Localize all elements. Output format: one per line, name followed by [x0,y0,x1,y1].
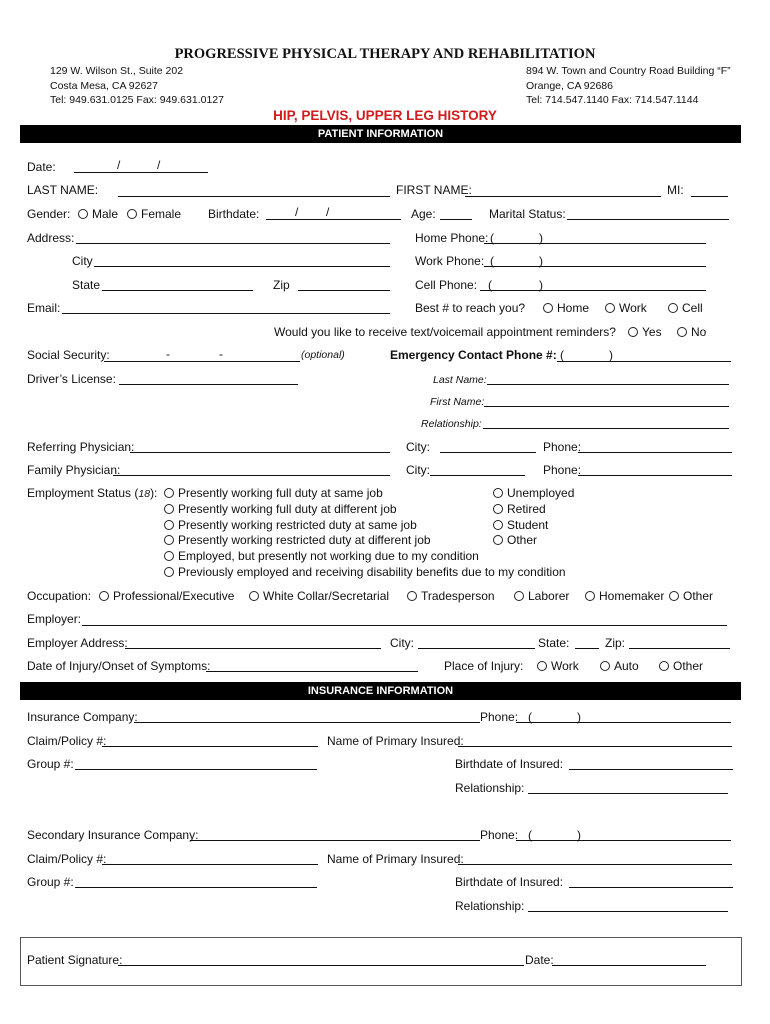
occupation-option[interactable]: White Collar/Secretarial [249,589,389,603]
emergency-phone-field[interactable] [557,361,731,362]
best-cell-option[interactable]: Cell [668,301,703,315]
city-label: City [72,254,93,268]
mi-field[interactable] [691,196,728,197]
radio-icon[interactable] [514,591,524,601]
cell-phone-label: Cell Phone: [415,278,478,292]
mi-label: MI: [667,183,684,197]
occupation-label: Occupation: [27,589,92,603]
secondary-primary-insured-label: Name of Primary Insured: [327,852,464,866]
secondary-group-label: Group #: [27,875,74,889]
family-phone-field[interactable] [578,475,732,476]
radio-icon[interactable] [493,504,503,514]
insurance-phone-field[interactable] [516,722,731,723]
age-label: Age: [411,207,436,221]
family-city-field[interactable] [430,475,525,476]
drivers-license-field[interactable] [119,384,298,385]
birthdate-label: Birthdate: [208,207,260,221]
family-city-label: City: [406,463,430,477]
secondary-phone-label: Phone: [480,828,519,842]
emergency-phone-label: Emergency Contact Phone #: [390,348,557,362]
radio-icon[interactable] [493,488,503,498]
ssn-field[interactable] [104,361,300,362]
insured-birthdate-label: Birthdate of Insured: [455,757,564,771]
zip-label: Zip [273,278,290,292]
gender-label: Gender: [27,207,71,221]
occupation-option[interactable]: Other [669,589,713,603]
reminders-yes-option[interactable]: Yes [628,325,662,339]
radio-icon[interactable] [605,303,615,313]
ec-last-name-field[interactable] [487,384,729,385]
radio-icon[interactable] [669,591,679,601]
claim-field[interactable] [102,746,318,747]
zip-field[interactable] [298,290,390,291]
employment-option[interactable]: Presently working restricted duty at different job [164,533,566,549]
employment-options-right [493,486,574,549]
employer-state-label: State: [538,636,570,650]
date-slash-1: / [117,158,121,172]
employment-option[interactable]: Unemployed [493,486,574,502]
secondary-insurance-field[interactable] [190,840,480,841]
first-name-field[interactable] [465,196,661,197]
home-phone-paren-close: ) [539,231,543,245]
occupation-option[interactable]: Laborer [514,589,569,603]
employer-city-field[interactable] [418,648,535,649]
employer-label: Employer: [27,612,82,626]
family-phone-label: Phone: [543,463,582,477]
address-field[interactable] [76,243,390,244]
secondary-insured-relationship-field[interactable] [528,911,728,912]
insured-birthdate-field[interactable] [569,769,733,770]
injury-date-field[interactable] [206,671,418,672]
birthdate-field[interactable] [266,219,401,220]
patient-info-header: PATIENT INFORMATION [20,125,741,143]
radio-icon[interactable] [585,591,595,601]
referring-city-field[interactable] [440,452,536,453]
radio-icon[interactable] [543,303,553,313]
left-address: 129 W. Wilson St., Suite 202 Costa Mesa, CA 92627 Tel: 949.631.0125 Fax: 949.631.0127 [50,65,224,106]
referring-physician-label: Referring Physician: [27,440,135,454]
insurance-phone-paren-open: ( [528,710,532,724]
insured-relationship-field[interactable] [528,793,728,794]
reminders-no-option[interactable]: No [677,325,706,339]
work-phone-paren-open: ( [490,254,494,268]
cell-phone-paren-open: ( [488,278,492,292]
referring-phone-label: Phone: [543,440,582,454]
signature-date-field[interactable] [552,965,706,966]
employer-address-field[interactable] [125,648,381,649]
claim-label: Claim/Policy #: [27,734,107,748]
home-phone-label: Home Phone: [415,231,489,245]
family-physician-label: Family Physician: [27,463,121,477]
patient-signature-label: Patient Signature: [27,953,123,967]
best-work-option[interactable]: Work [605,301,647,315]
last-name-label: LAST NAME: [27,183,99,197]
marital-status-label: Marital Status: [489,207,566,221]
ec-first-name-field[interactable] [484,406,729,407]
radio-icon[interactable] [164,504,174,514]
best-number-label: Best # to reach you? [415,301,526,315]
insurance-company-label: Insurance Company: [27,710,138,724]
insurance-info-header: INSURANCE INFORMATION [20,682,741,700]
radio-icon[interactable] [127,209,137,219]
place-option[interactable]: Other [659,659,703,673]
employment-option[interactable]: Presently working restricted duty at same job [164,518,566,534]
employer-field[interactable] [82,625,727,626]
group-field[interactable] [75,769,317,770]
employment-option[interactable]: Other [493,533,574,549]
referring-phone-field[interactable] [578,452,732,453]
occupation-option[interactable]: Homemaker [585,589,664,603]
secondary-insured-birthdate-field[interactable] [569,887,733,888]
insurance-phone-paren-close: ) [577,710,581,724]
place-of-injury-label: Place of Injury: [444,659,524,673]
referring-city-label: City: [406,440,430,454]
occupation-option[interactable]: Professional/Executive [99,589,234,603]
secondary-primary-insured-field[interactable] [458,864,732,865]
state-label: State [72,278,101,292]
employer-address-label: Employer Address: [27,636,128,650]
ec-relationship-field[interactable] [483,428,729,429]
work-phone-label: Work Phone: [415,254,485,268]
signature-box [20,937,742,986]
place-option[interactable]: Auto [600,659,639,673]
radio-icon[interactable] [537,661,547,671]
ec-relationship-label: Relationship: [421,418,482,430]
radio-icon[interactable] [99,591,109,601]
employer-state-field[interactable] [575,648,599,649]
employment-option[interactable]: Employed, but presently not working due to my condition [164,549,566,565]
email-label: Email: [27,301,61,315]
work-phone-field[interactable] [484,266,706,267]
insurance-company-field[interactable] [134,722,480,723]
date-slash-2: / [157,158,161,172]
emergency-phone-paren-close: ) [609,348,613,362]
employment-option[interactable]: Presently working full duty at different job [164,502,566,518]
radio-icon[interactable] [164,535,174,545]
employment-option[interactable]: Presently working full duty at same job [164,486,566,502]
cell-phone-paren-close: ) [539,278,543,292]
ssn-label: Social Security: [27,348,110,362]
radio-icon[interactable] [164,488,174,498]
primary-insured-label: Name of Primary Insured: [327,734,464,748]
gender-male-option[interactable]: Male [78,207,118,221]
radio-icon[interactable] [164,520,174,530]
gender-female-option[interactable]: Female [127,207,181,221]
clinic-title: PROGRESSIVE PHYSICAL THERAPY AND REHABILITATION [174,46,596,62]
ssn-dash-1: - [166,347,170,361]
birthdate-slash-1: / [295,205,299,219]
secondary-insured-birthdate-label: Birthdate of Insured: [455,875,564,889]
email-field[interactable] [62,313,390,314]
date-field[interactable] [74,172,208,173]
radio-icon[interactable] [164,551,174,561]
best-home-option[interactable]: Home [543,301,589,315]
form-subtitle: HIP, PELVIS, UPPER LEG HISTORY [273,108,497,123]
birthdate-slash-2: / [326,205,330,219]
referring-physician-field[interactable] [130,452,390,453]
right-address: 894 W. Town and Country Road Building “F” Orange, CA 92686 Tel: 714.547.1140 Fax: 714.547.1144 [526,65,731,106]
signature-date-label: Date: [525,953,554,967]
occupation-option[interactable]: Tradesperson [407,589,495,603]
radio-icon[interactable] [249,591,259,601]
radio-icon[interactable] [659,661,669,671]
home-phone-paren-open: ( [490,231,494,245]
employer-zip-field[interactable] [629,648,730,649]
place-option[interactable]: Work [537,659,579,673]
patient-signature-field[interactable] [118,965,524,966]
emergency-phone-paren-open: ( [560,348,564,362]
injury-date-label: Date of Injury/Onset of Symptoms: [27,659,211,673]
employer-zip-label: Zip: [605,636,626,650]
secondary-group-field[interactable] [75,887,317,888]
employment-option[interactable]: Retired [493,502,574,518]
family-physician-field[interactable] [113,475,390,476]
state-field[interactable] [102,290,253,291]
radio-icon[interactable] [493,520,503,530]
employment-option[interactable]: Previously employed and receiving disability benefits due to my condition [164,565,566,581]
radio-icon[interactable] [677,327,687,337]
ec-last-name-label: Last Name: [433,374,487,386]
radio-icon[interactable] [628,327,638,337]
address-label: Address: [27,231,75,245]
group-label: Group #: [27,757,74,771]
employment-option[interactable]: Student [493,518,574,534]
radio-icon[interactable] [78,209,88,219]
ssn-optional-note: (optional) [301,349,345,361]
secondary-phone-field[interactable] [516,840,731,841]
secondary-claim-label: Claim/Policy #: [27,852,107,866]
first-name-label: FIRST NAME: [396,183,472,197]
secondary-phone-paren-close: ) [577,828,581,842]
insured-relationship-label: Relationship: [455,781,525,795]
marital-status-field[interactable] [567,219,729,220]
employer-city-label: City: [390,636,414,650]
radio-icon[interactable] [493,535,503,545]
insurance-phone-label: Phone: [480,710,519,724]
work-phone-paren-close: ) [539,254,543,268]
secondary-claim-field[interactable] [102,864,318,865]
drivers-license-label: Driver’s License: [27,372,116,386]
secondary-insured-relationship-label: Relationship: [455,899,525,913]
radio-icon[interactable] [668,303,678,313]
age-field[interactable] [440,219,472,220]
date-label: Date: [27,160,56,174]
cell-phone-field[interactable] [480,290,706,291]
radio-icon[interactable] [164,567,174,577]
radio-icon[interactable] [600,661,610,671]
radio-icon[interactable] [407,591,417,601]
home-phone-field[interactable] [484,243,706,244]
primary-insured-field[interactable] [458,746,732,747]
reminders-question: Would you like to receive text/voicemail appointment reminders? [274,325,616,339]
secondary-phone-paren-open: ( [528,828,532,842]
city-field[interactable] [94,266,390,267]
ec-first-name-label: First Name: [430,396,485,408]
last-name-field[interactable] [118,196,390,197]
employment-status-label: Employment Status (18): [27,486,158,500]
secondary-insurance-label: Secondary Insurance Company: [27,828,199,842]
ssn-dash-2: - [219,347,223,361]
